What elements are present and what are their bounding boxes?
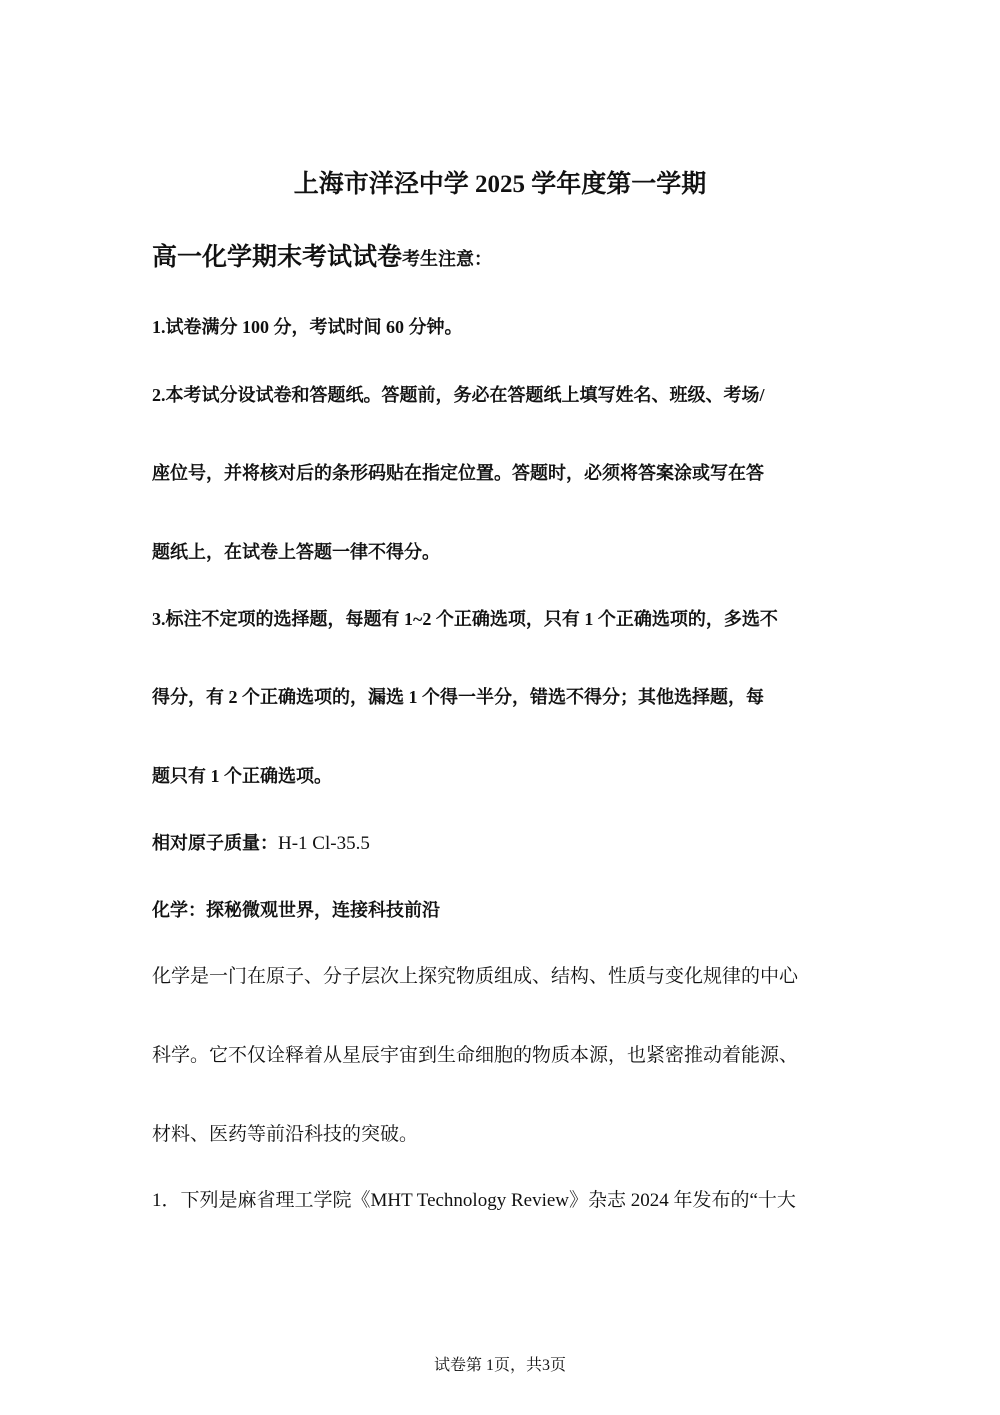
instruction-line-2: 2.本考试分设试卷和答题纸。答题前，务必在答题纸上填写姓名、班级、考场/ [152, 385, 765, 405]
atomic-mass-values: H-1 Cl-35.5 [278, 833, 370, 854]
atomic-mass-label: 相对原子质量： [152, 833, 278, 853]
exam-title: 上海市洋泾中学 2025 学年度第一学期 [293, 171, 707, 198]
intro-line-1: 化学是一门在原子、分子层次上探究物质组成、结构、性质与变化规律的中心 [152, 966, 799, 987]
page-footer: 试卷第 1页，共3页 [433, 1357, 566, 1374]
instruction-line-7: 题只有 1 个正确选项。 [152, 766, 332, 786]
notice-heading: 考生注意： [402, 249, 493, 269]
instruction-line-5: 3.标注不定项的选择题，每题有 1~2 个正确选项，只有 1 个正确选项的，多选不 [152, 609, 778, 629]
instruction-line-3: 座位号，并将核对后的条形码贴在指定位置。答题时，必须将答案涂或写在答 [152, 463, 764, 483]
instruction-line-1: 1.试卷满分 100 分，考试时间 60 分钟。 [152, 317, 463, 337]
instruction-line-4: 题纸上，在试卷上答题一律不得分。 [152, 542, 440, 562]
question-1: 1．下列是麻省理工学院《MHT Technology Review》杂志 2024 年发布的“十大 [152, 1190, 796, 1211]
instruction-line-6: 得分，有 2 个正确选项的，漏选 1 个得一半分，错选不得分；其他选择题，每 [152, 687, 764, 707]
exam-subtitle: 高一化学期末考试试卷 [152, 244, 403, 271]
section-heading: 化学：探秘微观世界，连接科技前沿 [152, 900, 440, 920]
exam-subtitle-line [152, 245, 492, 270]
intro-line-3: 材料、医药等前沿科技的突破。 [152, 1124, 419, 1145]
atomic-mass-line [152, 834, 370, 853]
intro-line-2: 科学。它不仅诠释着从星辰宇宙到生命细胞的物质本源，也紧密推动着能源、 [152, 1045, 799, 1066]
